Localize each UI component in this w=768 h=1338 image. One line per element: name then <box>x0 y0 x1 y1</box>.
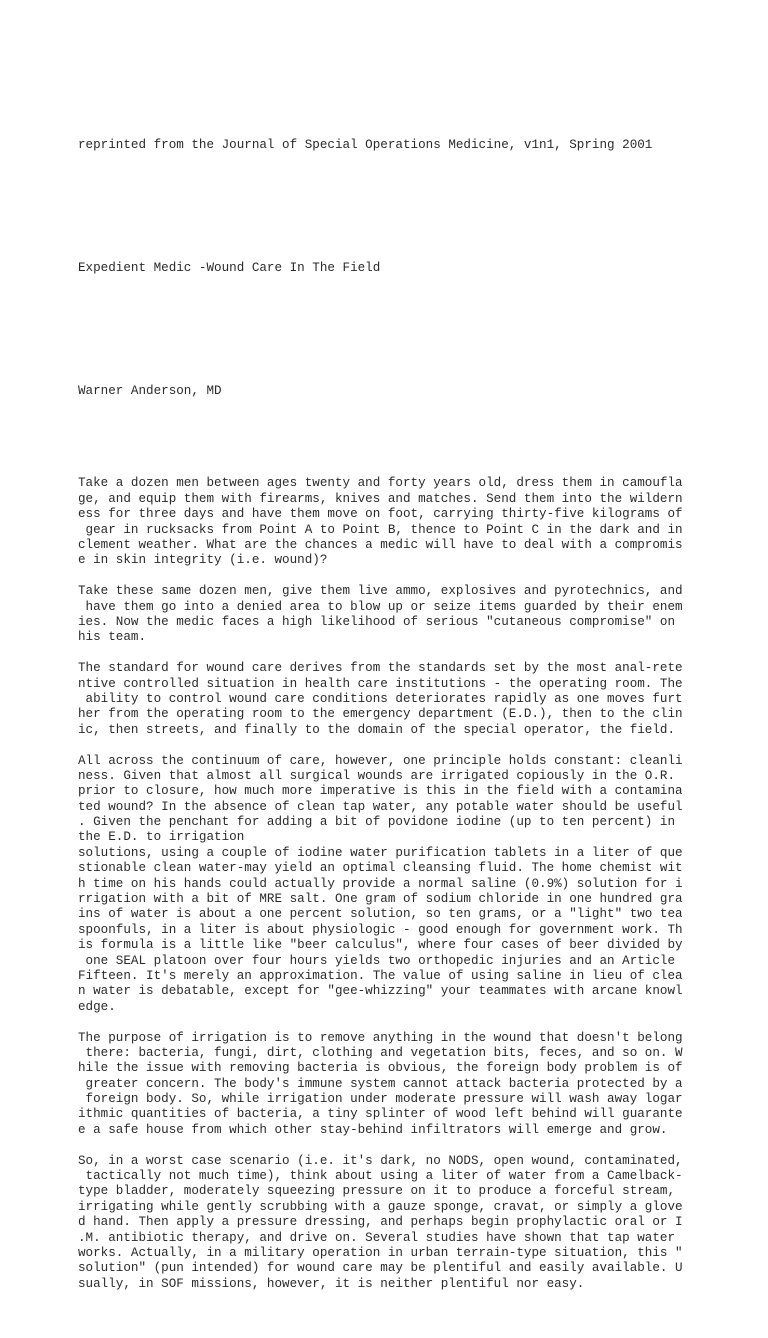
paragraph-line: irrigating while gently scrubbing with a gauze sponge, cravat, or simply a glove <box>78 1199 683 1214</box>
paragraph-line: ic, then streets, and finally to the domain of the special operator, the field. <box>78 722 676 737</box>
article-author-text: Warner Anderson, MD <box>78 384 222 399</box>
paragraph-line: clement weather. What are the chances a medic will have to deal with a compromis <box>78 538 683 553</box>
paragraph-line: ess for three days and have them move on foot, carrying thirty-five kilograms of <box>78 507 683 522</box>
paragraph-line: her from the operating room to the emergency department (E.D.), then to the clin <box>78 707 683 722</box>
paragraph-line: All across the continuum of care, however, one principle holds constant: cleanli <box>78 753 683 768</box>
article-title <box>78 230 768 307</box>
paragraph-line: rrigation with a bit of MRE salt. One gram of sodium chloride in one hundred gra <box>78 892 683 907</box>
paragraph-line: n water is debatable, except for "gee-whizzing" your teammates with arcane knowl <box>78 984 683 999</box>
paragraph <box>78 1154 768 1293</box>
article-title-text: Expedient Medic -Wound Care In The Field <box>78 260 381 275</box>
paragraph <box>78 754 768 1016</box>
paragraph-line: . Given the penchant for adding a bit of povidone iodine (up to ten percent) in <box>78 815 676 830</box>
paragraph-line: d hand. Then apply a pressure dressing, and perhaps begin prophylactic oral or I <box>78 1215 683 1230</box>
paragraph-line: prior to closure, how much more imperative is this in the field with a contamina <box>78 784 683 799</box>
paragraph-line: solution" (pun intended) for wound care may be plentiful and easily available. U <box>78 1261 683 1276</box>
paragraph-line: edge. <box>78 999 116 1014</box>
paragraph-line: h time on his hands could actually provide a normal saline (0.9%) solution for i <box>78 876 683 891</box>
paragraph-line: ge, and equip them with firearms, knives and matches. Send them into the wildern <box>78 491 683 506</box>
paragraph-line: type bladder, moderately squeezing pressure on it to produce a forceful stream, <box>78 1184 676 1199</box>
paragraph-line: e a safe house from which other stay-behind infiltrators will emerge and grow. <box>78 1122 668 1137</box>
paragraph <box>78 584 768 646</box>
paragraph-line: greater concern. The body's immune system cannot attack bacteria protected by a <box>78 1076 683 1091</box>
reprint-note-text: reprinted from the Journal of Special Operations Medicine, v1n1, Spring 2001 <box>78 137 653 152</box>
reprint-note <box>78 107 768 184</box>
paragraph <box>78 476 768 568</box>
paragraph-line: .M. antibiotic therapy, and drive on. Several studies have shown that tap water <box>78 1230 676 1245</box>
paragraph-line: ness. Given that almost all surgical wounds are irrigated copiously in the O.R. <box>78 768 676 783</box>
paragraph-line: ies. Now the medic faces a high likelihood of serious "cutaneous compromise" on <box>78 614 676 629</box>
paragraph-line: The purpose of irrigation is to remove anything in the wound that doesn't belong <box>78 1030 683 1045</box>
paragraph-line: hile the issue with removing bacteria is obvious, the foreign body problem is of <box>78 1061 683 1076</box>
paragraph <box>78 661 768 738</box>
paragraph-line: works. Actually, in a military operation in urban terrain-type situation, this " <box>78 1246 683 1260</box>
paragraph-line: sually, in SOF missions, however, it is neither plentiful nor easy. <box>78 1276 585 1291</box>
paragraph-line: Fifteen. It's merely an approximation. The value of using saline in lieu of clea <box>78 968 683 983</box>
paragraph-line: ins of water is about a one percent solution, so ten grams, or a "light" two tea <box>78 907 683 922</box>
paragraph-line: Take these same dozen men, give them live ammo, explosives and pyrotechnics, and <box>78 584 683 599</box>
article-author <box>78 353 768 430</box>
paragraph-line: The standard for wound care derives from the standards set by the most anal-rete <box>78 661 683 676</box>
article-paragraphs <box>78 476 768 1292</box>
paragraph-line: ted wound? In the absence of clean tap water, any potable water should be useful <box>78 799 683 814</box>
paragraph-line: gear in rucksacks from Point A to Point B, thence to Point C in the dark and in <box>78 522 683 537</box>
paragraph-line: is formula is a little like "beer calculus", where four cases of beer divided by <box>78 938 683 953</box>
paragraph-line: stionable clean water-may yield an optimal cleansing fluid. The home chemist wit <box>78 861 683 876</box>
paragraph <box>78 1031 768 1139</box>
paragraph-line: foreign body. So, while irrigation under moderate pressure will wash away logar <box>78 1092 683 1107</box>
paragraph-line: have them go into a denied area to blow up or seize items guarded by their enem <box>78 599 683 614</box>
paragraph-line: Take a dozen men between ages twenty and forty years old, dress them in camoufla <box>78 476 683 491</box>
paragraph-line: solutions, using a couple of iodine water purification tablets in a liter of que <box>78 845 683 860</box>
paragraph-line: ithmic quantities of bacteria, a tiny splinter of wood left behind will guarante <box>78 1107 683 1122</box>
paragraph-line: e in skin integrity (i.e. wound)? <box>78 553 328 568</box>
paragraph-line: ability to control wound care conditions deteriorates rapidly as one moves furt <box>78 691 683 706</box>
paragraph-line: So, in a worst case scenario (i.e. it's dark, no NODS, open wound, contaminated, <box>78 1153 683 1168</box>
paragraph-line: one SEAL platoon over four hours yields two orthopedic injuries and an Article <box>78 953 676 968</box>
document-body <box>78 76 768 1338</box>
paragraph-line: the E.D. to irrigation <box>78 830 245 845</box>
paragraph-line: tactically not much time), think about using a liter of water from a Camelback- <box>78 1169 683 1184</box>
paragraph-line: his team. <box>78 630 147 645</box>
paragraph-line: there: bacteria, fungi, dirt, clothing and vegetation bits, feces, and so on. W <box>78 1045 683 1060</box>
paragraph-line: spoonfuls, in a liter is about physiologic - good enough for government work. Th <box>78 922 683 937</box>
paragraph-line: ntive controlled situation in health care institutions - the operating room. The <box>78 676 683 691</box>
